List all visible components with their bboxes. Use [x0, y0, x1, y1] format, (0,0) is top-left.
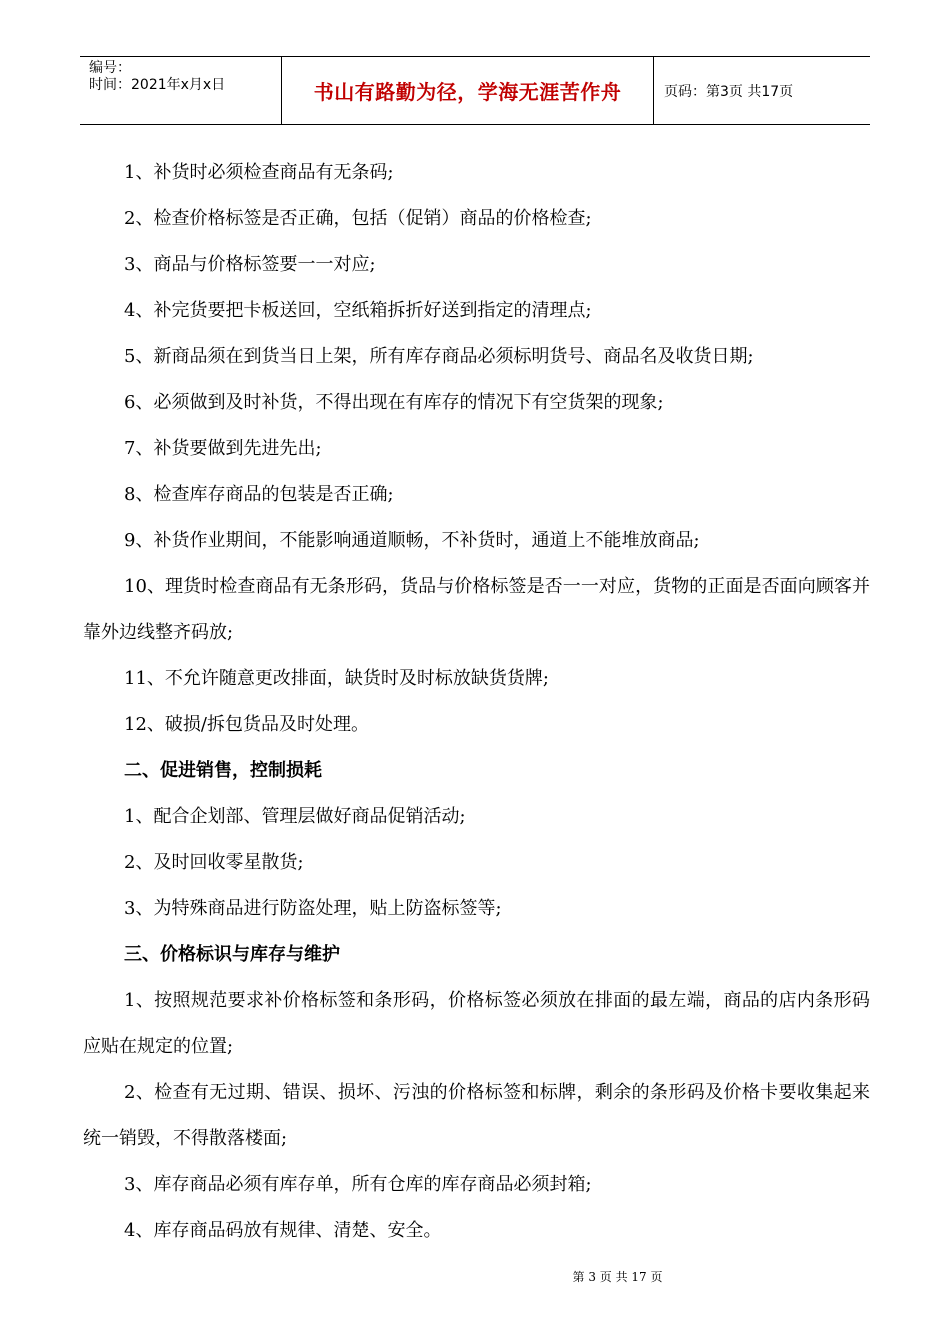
paragraph: 1、配合企划部、管理层做好商品促销活动; — [124, 806, 466, 827]
header-page-info: 页码：第3页 共17页 — [664, 83, 794, 100]
paragraph: 5、新商品须在到货当日上架，所有库存商品必须标明货号、商品名及收货日期; — [124, 346, 754, 367]
paragraph: 12、破损/拆包货品及时处理。 — [124, 714, 369, 735]
paragraph: 8、检查库存商品的包装是否正确; — [124, 484, 394, 505]
paragraph: 1、按照规范要求补价格标签和条形码，价格标签必须放在排面的最左端，商品的店内条形码应贴在规定的位置; — [83, 990, 870, 1057]
paragraph: 2、检查有无过期、错误、损坏、污浊的价格标签和标牌，剩余的条形码及价格卡要收集起来统一销毁，不得散落楼面; — [83, 1082, 870, 1149]
document-body — [83, 150, 870, 1254]
header-meta — [80, 57, 282, 124]
paragraph: 4、补完货要把卡板送回，空纸箱拆折好送到指定的清理点; — [124, 300, 592, 321]
page-header — [80, 56, 870, 125]
paragraph: 6、必须做到及时补货，不得出现在有库存的情况下有空货架的现象; — [124, 392, 664, 413]
paragraph: 1、补货时必须检查商品有无条码; — [124, 162, 394, 183]
header-motto: 书山有路勤为径，学海无涯苦作舟 — [282, 57, 654, 124]
page-footer: 第 3 页 共 17 页 — [572, 1270, 663, 1284]
paragraph: 2、及时回收零星散货; — [124, 852, 304, 873]
paragraph: 10、理货时检查商品有无条形码，货品与价格标签是否一一对应，货物的正面是否面向顾客并靠外边线整齐码放; — [83, 576, 870, 643]
number-label: 编号： — [89, 60, 131, 76]
paragraph: 3、商品与价格标签要一一对应; — [124, 254, 376, 275]
paragraph: 3、为特殊商品进行防盗处理，贴上防盗标签等; — [124, 898, 502, 919]
paragraph: 3、库存商品必须有库存单，所有仓库的库存商品必须封箱; — [124, 1174, 592, 1195]
paragraph: 9、补货作业期间，不能影响通道顺畅，不补货时，通道上不能堆放商品; — [124, 530, 700, 551]
time-label: 时间：2021年x月x日 — [89, 77, 226, 93]
paragraph: 11、不允许随意更改排面，缺货时及时标放缺货货牌; — [124, 668, 549, 689]
paragraph: 4、库存商品码放有规律、清楚、安全。 — [124, 1220, 442, 1241]
section-heading: 三、价格标识与库存与维护 — [124, 944, 340, 965]
paragraph: 2、检查价格标签是否正确，包括（促销）商品的价格检查; — [124, 208, 592, 229]
section-heading: 二、促进销售，控制损耗 — [124, 760, 322, 781]
paragraph: 7、补货要做到先进先出; — [124, 438, 322, 459]
